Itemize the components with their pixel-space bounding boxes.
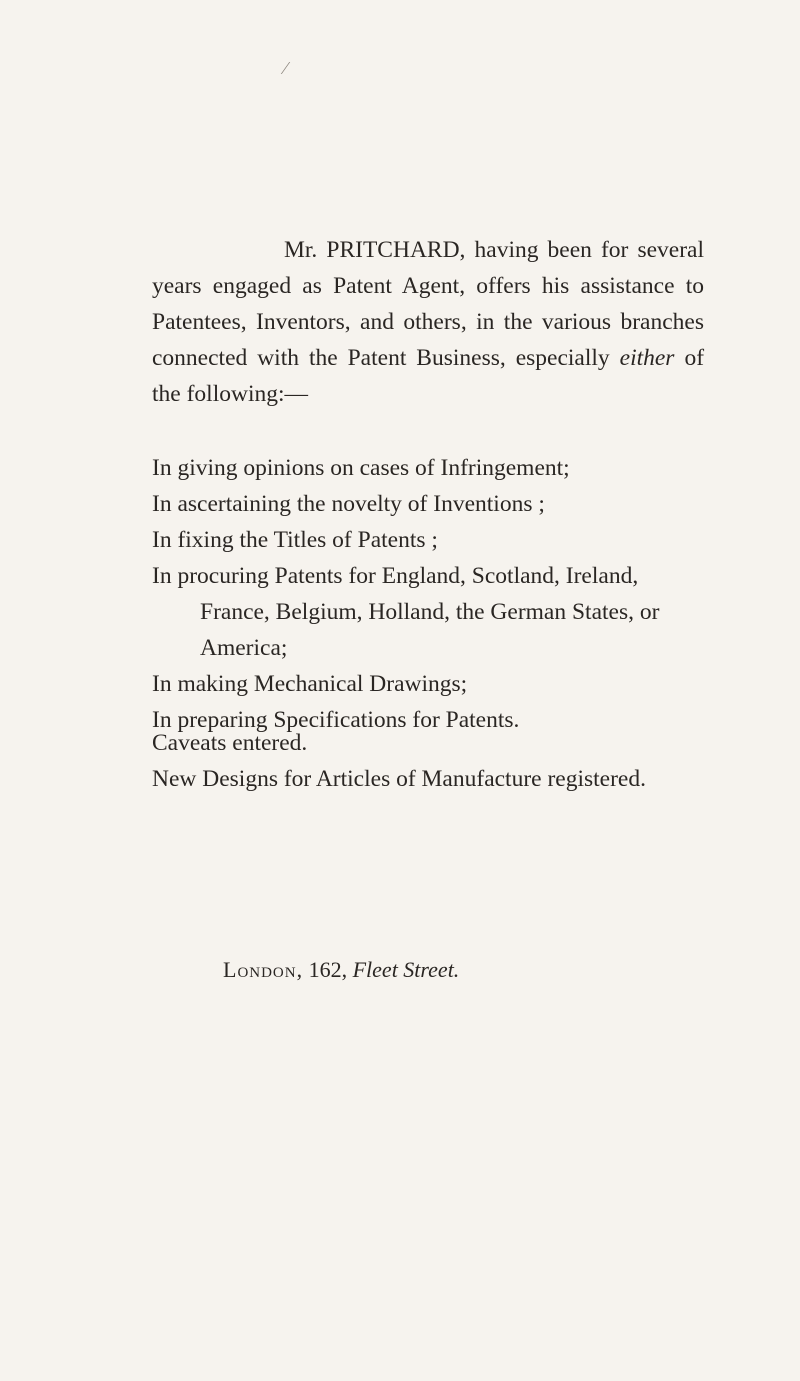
intro-lead: Mr. PRITCHARD, having been for several years engaged as Patent Agent, offers his assistance to Patentees, Inventors, and others, in the various branches connected with the Patent Business, especially (152, 237, 704, 371)
service-item-titles: In fixing the Titles of Patents ; (152, 527, 438, 553)
service-item-novelty: In ascertaining the novelty of Inventions ; (152, 491, 545, 517)
address-street: Fleet Street. (352, 957, 460, 982)
address-number: 162, (308, 957, 348, 982)
services-list (152, 450, 704, 738)
service-item-procuring: In procuring Patents for England, Scotland, Ireland, France, Belgium, Holland, the German States, or America; (152, 563, 660, 661)
address-city: London, (223, 957, 304, 982)
intro-emphasis: either (619, 345, 675, 371)
intro-paragraph (152, 232, 704, 412)
service-item-infringement: In giving opinions on cases of Infringement; (152, 455, 570, 481)
notice-caveats: Caveats entered. (152, 730, 308, 756)
address-line (223, 955, 459, 985)
service-item-specifications: In preparing Specifications for Patents. (152, 707, 520, 733)
service-item-drawings: In making Mechanical Drawings; (152, 671, 468, 697)
notice-designs: New Designs for Articles of Manufacture registered. (152, 766, 646, 792)
stray-pencil-mark: ⁄ (284, 58, 288, 78)
notices (152, 725, 712, 797)
intro-tail: of the following:— (152, 345, 705, 407)
